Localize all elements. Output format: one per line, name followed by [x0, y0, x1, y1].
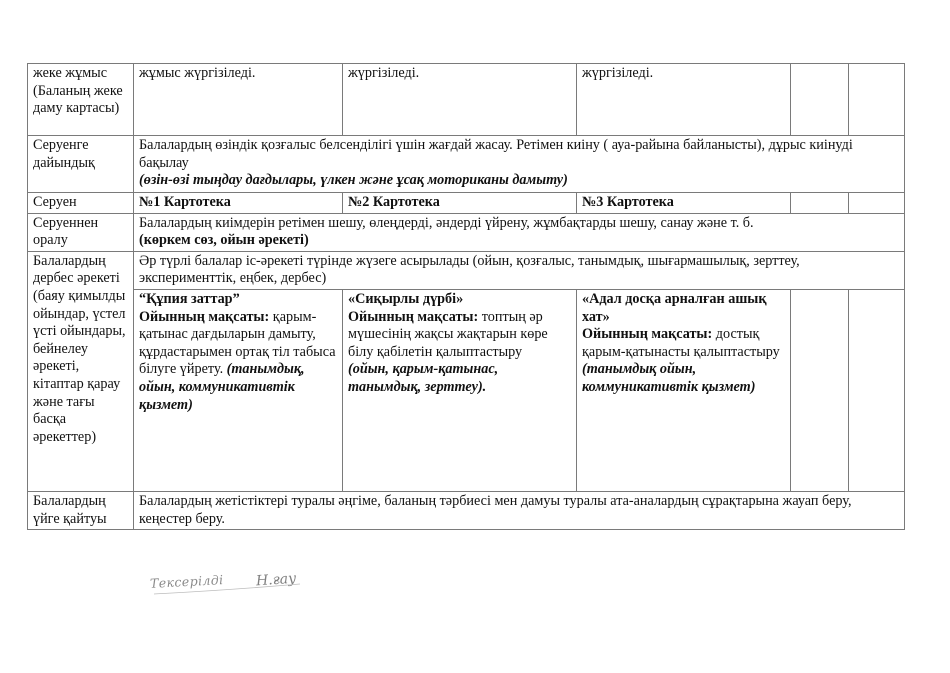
table-row	[28, 136, 905, 193]
return-note: (көркем сөз, ойын әрекеті)	[139, 232, 309, 249]
empty-cell	[849, 289, 905, 491]
row-label-going-home: Балалардың үйге қайтуы	[28, 491, 134, 529]
game-cell-3	[577, 289, 791, 491]
walk-prep-note: (өзін-өзі тыңдау дағдылары, үлкен және ұсақ моториканы дамыту)	[139, 172, 568, 189]
game-goal-label: Ойынның мақсаты:	[582, 326, 713, 343]
empty-cell	[849, 64, 905, 136]
table-row	[28, 289, 905, 491]
game-title: “Құпия заттар”	[139, 290, 240, 307]
table-row	[28, 193, 905, 214]
game-tags: (ойын, қарым-қатынас, танымдық, зерттеу).	[348, 361, 499, 395]
row-label-individual: жеке жұмыс (Баланың жеке даму картасы)	[28, 64, 134, 136]
game-cell-1	[134, 289, 343, 491]
empty-cell	[791, 193, 849, 214]
row-label-independent: Балалардың дербес әрекеті (баяу қимылды ойындар, үстел үсті ойындары, бейнелеу әрекеті, кітаптар қарау және тағы басқа әрекеттер)	[28, 251, 134, 491]
individual-cell-1: жұмыс жүргізіледі.	[134, 64, 343, 136]
individual-cell-2: жүргізіледі.	[343, 64, 577, 136]
signature-label: Тексерілді	[149, 572, 224, 591]
individual-cell-3: жүргізіледі.	[577, 64, 791, 136]
table-row	[28, 213, 905, 251]
walk-prep-text: Балалардың өзіндік қозғалыс белсенділігі үшін жағдай жасау. Ретімен киіну ( ауа-райына байланысты), дұрыс киінуді бақылау	[139, 137, 853, 171]
row-label-walk-prep: Серуенге дайындық	[28, 136, 134, 193]
walk-card-1: №1 Картотека	[134, 193, 343, 214]
empty-cell	[791, 64, 849, 136]
signature	[150, 572, 305, 602]
table-row	[28, 64, 905, 136]
walk-card-3: №3 Картотека	[577, 193, 791, 214]
game-tags: (танымдық ойын, коммуникативтік қызмет)	[582, 361, 756, 395]
table-row	[28, 491, 905, 529]
game-goal-text: топтың әр мүшесінің жақсы жақтарын көре білу қабілетін қалыптастыру	[348, 308, 548, 360]
game-goal-label: Ойынның мақсаты:	[348, 308, 479, 325]
plan-table	[27, 63, 905, 530]
independent-intro: Әр түрлі балалар іс-әрекеті түрінде жүзеге асырылады (ойын, қозғалыс, танымдық, шығармашылық, зерттеу, эксперименттік, еңбек, дербес)	[134, 251, 905, 289]
game-goal-label: Ойынның мақсаты:	[139, 308, 270, 325]
game-title: «Адал досқа арналған ашық хат»	[582, 290, 767, 325]
signature-underline	[150, 572, 305, 602]
game-goal-text: қарым-қатынас дағдыларын дамыту, құрдастарымен ортақ тіл табыса білуге үйрету.	[139, 308, 336, 378]
game-title: «Сиқырлы дүрбі»	[348, 290, 464, 307]
return-text: Балалардың киімдерін ретімен шешу, өлеңдерді, әндерді үйрену, жұмбақтарды шешу, санау және т. б.	[139, 214, 754, 231]
return-cell	[134, 213, 905, 251]
walk-card-2: №2 Картотека	[343, 193, 577, 214]
signature-name: Н.ғау	[255, 570, 297, 590]
empty-cell	[791, 289, 849, 491]
game-cell-2	[343, 289, 577, 491]
going-home-text: Балалардың жетістіктері туралы әңгіме, баланың тәрбиесі мен дамуы туралы ата-аналардың сұрақтарына жауап беру, кеңестер беру.	[134, 491, 905, 529]
row-label-return: Серуеннен оралу	[28, 213, 134, 251]
walk-prep-cell	[134, 136, 905, 193]
empty-cell	[849, 193, 905, 214]
row-label-walk: Серуен	[28, 193, 134, 214]
table-row	[28, 251, 905, 289]
game-tags: (танымдық, ойын, коммуникативтік қызмет)	[139, 361, 305, 413]
game-goal-text: достық қарым-қатынасты қалыптастыру	[582, 326, 780, 360]
